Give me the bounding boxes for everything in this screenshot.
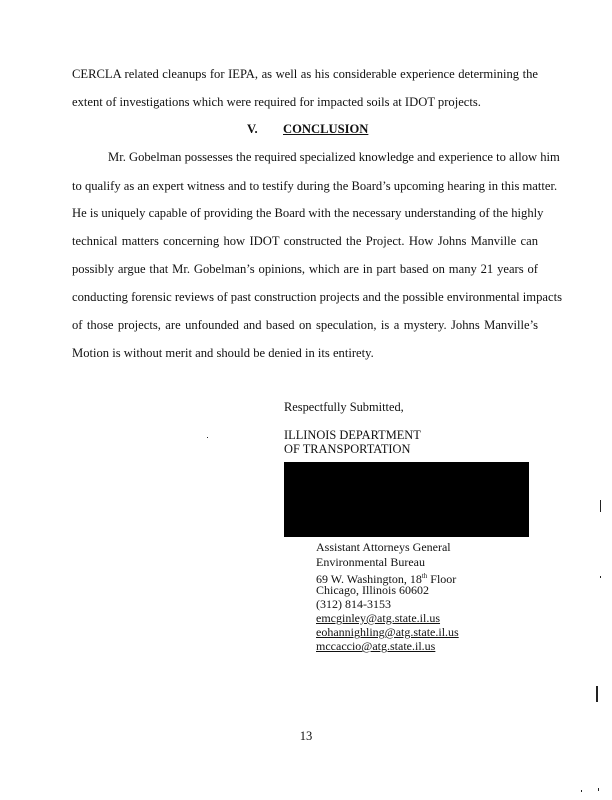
- redaction-block: [284, 462, 529, 537]
- body-line: Mr. Gobelman possesses the required specialized knowledge and experience to allow him: [108, 150, 560, 164]
- signature-org-line-2: OF TRANSPORTATION: [284, 442, 411, 456]
- scan-speck: [596, 686, 598, 702]
- attorney-title: Assistant Attorneys General: [316, 540, 451, 554]
- scan-speck: [598, 788, 599, 791]
- body-line: CERCLA related cleanups for IEPA, as well as his considerable experience determining the: [72, 67, 538, 81]
- scan-speck: [600, 576, 601, 578]
- body-line: conducting forensic reviews of past construction projects and the possible environmental impacts: [72, 290, 562, 304]
- section-title: CONCLUSION: [283, 122, 369, 136]
- street-superscript: th: [421, 572, 428, 580]
- street-prefix: 69 W. Washington, 18: [316, 572, 422, 586]
- signature-org-line-1: ILLINOIS DEPARTMENT: [284, 428, 421, 442]
- scan-speck: [207, 437, 208, 438]
- bureau-name: Environmental Bureau: [316, 555, 425, 569]
- body-line: extent of investigations which were required for impacted soils at IDOT projects.: [72, 95, 481, 109]
- city-line: Chicago, Illinois 60602: [316, 583, 429, 597]
- section-heading: [72, 121, 538, 137]
- page-number: 13: [299, 729, 313, 743]
- body-line: Motion is without merit and should be denied in its entirety.: [72, 346, 374, 360]
- scan-speck: [581, 790, 582, 792]
- phone-number: (312) 814-3153: [316, 597, 391, 611]
- email-link[interactable]: emcginley@atg.state.il.us: [316, 611, 441, 625]
- email-link[interactable]: eohannighling@atg.state.il.us: [316, 625, 459, 639]
- body-line: to qualify as an expert witness and to testify during the Board’s upcoming hearing in this matter.: [72, 179, 558, 193]
- scan-speck: [600, 500, 601, 512]
- street-suffix: Floor: [427, 572, 457, 586]
- body-line: technical matters concerning how IDOT constructed the Project. How Johns Manville can: [72, 234, 538, 248]
- section-number: V.: [247, 122, 258, 136]
- body-line: of those projects, are unfounded and based on speculation, is a mystery. Johns Manville’s: [72, 318, 538, 332]
- signature-closing: Respectfully Submitted,: [284, 400, 404, 414]
- body-line: He is uniquely capable of providing the Board with the necessary understanding of the highly: [72, 206, 544, 220]
- email-link[interactable]: mccaccio@atg.state.il.us: [316, 639, 436, 653]
- body-line: possibly argue that Mr. Gobelman’s opinions, which are in part based on many 21 years of: [72, 262, 538, 276]
